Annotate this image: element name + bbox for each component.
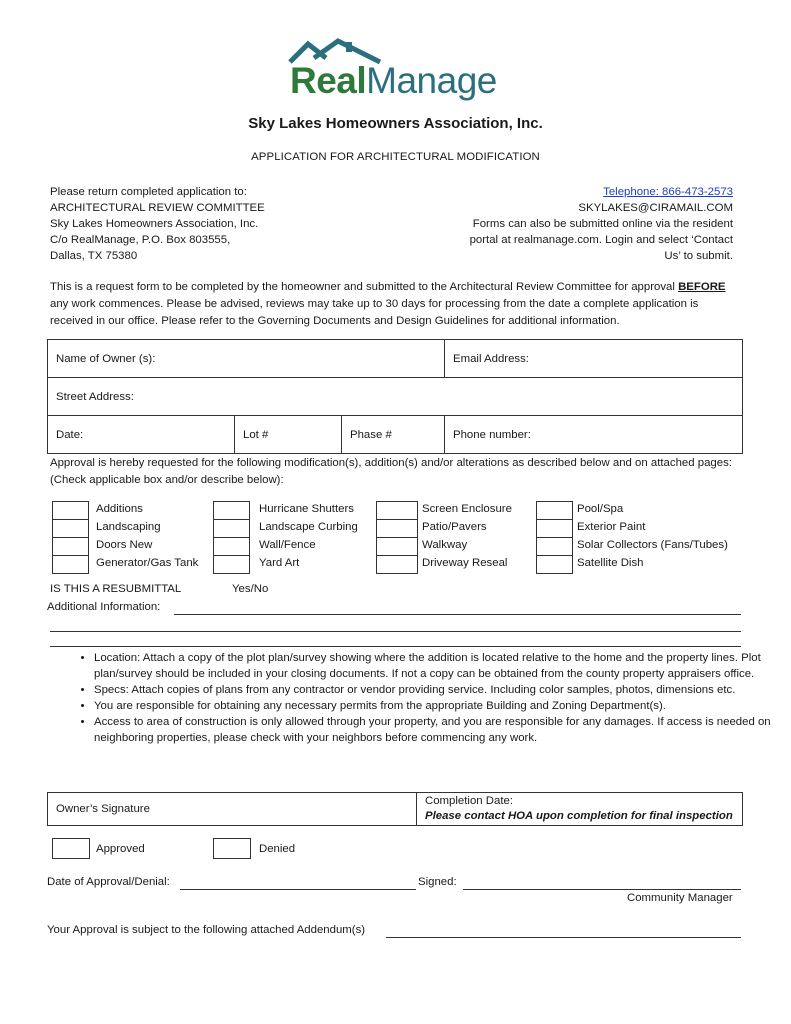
label-yard-art: Yard Art [259, 557, 300, 569]
date-field[interactable]: Date: [48, 416, 235, 454]
label-patio-pavers: Patio/Pavers [422, 521, 487, 533]
checkbox-patio-pavers[interactable] [376, 519, 418, 538]
checkbox-walkway[interactable] [376, 537, 418, 556]
community-manager-label: Community Manager [627, 892, 733, 904]
checkbox-screen-enclosure[interactable] [376, 501, 418, 520]
additional-info-line-1[interactable] [174, 614, 741, 615]
label-driveway-reseal: Driveway Reseal [422, 557, 508, 569]
checkbox-driveway-reseal[interactable] [376, 555, 418, 574]
lot-field[interactable]: Lot # [235, 416, 342, 454]
contact-email: SKYLAKES@CIRAMAIL.COM [578, 202, 733, 214]
label-landscape-curbing: Landscape Curbing [259, 521, 358, 533]
signature-table [47, 792, 743, 826]
label-exterior-paint: Exterior Paint [577, 521, 646, 533]
checkbox-generator[interactable] [52, 555, 89, 574]
street-address-field[interactable]: Street Address: [48, 378, 743, 416]
completion-note: Please contact HOA upon completion for final inspection [425, 810, 733, 822]
signed-line[interactable] [463, 889, 741, 890]
completion-date-field[interactable]: Completion Date: Please contact HOA upon completion for final inspection [417, 793, 743, 826]
list-item: • You are responsible for obtaining any necessary permits from the appropriate Building and Zoning Department(s). [94, 698, 784, 714]
label-denied: Denied [259, 843, 296, 855]
list-item: • Location: Attach a copy of the plot plan/survey showing where the addition is located relative to the home and the property lines. Plot plan/survey should be included in your closing documents. If not a copy can be obtained from the county property appraisers office. [94, 650, 784, 682]
intro-paragraph: This is a request form to be completed by the homeowner and submitted to the Architectural Review Committee for approval BEFORE any work commences. Please be advised, reviews may take up to 30 days for processing from the date a complete application is received in our office. Please refer to the Governing Documents and Design Guidelines for additional information. [50, 281, 726, 327]
contact-info: Telephone: 866-473-2573 SKYLAKES@CIRAMAIL.COM Forms can also be submitted online via the resident portal at realmanage.com. Login and select ‘Contact Us’ to submit. [469, 186, 733, 262]
logo-wordmark: RealManage [290, 60, 497, 101]
checkbox-hurricane-shutters[interactable] [213, 501, 250, 520]
checkbox-exterior-paint[interactable] [536, 519, 573, 538]
list-item: • Specs: Attach copies of plans from any contractor or vendor providing service. Including color samples, photos, dimensions etc. [94, 682, 784, 698]
resubmittal-label: IS THIS A RESUBMITTAL [50, 583, 182, 595]
owner-info-table [47, 339, 743, 454]
label-solar-collectors: Solar Collectors (Fans/Tubes) [577, 539, 728, 551]
return-address: Please return completed application to: ARCHITECTURAL REVIEW COMMITTEE Sky Lakes Homeowners Association, Inc. C/o RealManage, P.O. Box 803555, Dallas, TX 75380 [50, 186, 265, 262]
label-pool-spa: Pool/Spa [577, 503, 624, 515]
label-screen-enclosure: Screen Enclosure [422, 503, 512, 515]
checkbox-pool-spa[interactable] [536, 501, 573, 520]
owner-name-field[interactable]: Name of Owner (s): [48, 340, 445, 378]
additional-info-label: Additional Information: [47, 601, 161, 613]
checkbox-landscaping[interactable] [52, 519, 89, 538]
instructions-list [56, 650, 784, 746]
request-text: Approval is hereby requested for the following modification(s), addition(s) and/or alterations as described below and on attached pages: (Check applicable box and/or describe below): [50, 457, 732, 486]
label-hurricane-shutters: Hurricane Shutters [259, 503, 354, 515]
telephone-link[interactable]: Telephone: 866-473-2573 [603, 186, 733, 198]
addendum-label: Your Approval is subject to the following attached Addendum(s) [47, 924, 366, 936]
label-approved: Approved [96, 843, 145, 855]
approval-date-line[interactable] [180, 889, 416, 890]
phone-field[interactable]: Phone number: [445, 416, 743, 454]
checkbox-wall-fence[interactable] [213, 537, 250, 556]
label-doors-new: Doors New [96, 539, 153, 551]
additional-info-line-3[interactable] [50, 646, 741, 647]
owner-signature-field[interactable]: Owner’s Signature [48, 793, 417, 826]
label-additions: Additions [96, 503, 143, 515]
label-wall-fence: Wall/Fence [259, 539, 316, 551]
checkbox-doors-new[interactable] [52, 537, 89, 556]
addendum-line[interactable] [386, 937, 741, 938]
additional-info-line-2[interactable] [50, 631, 741, 632]
checkbox-yard-art[interactable] [213, 555, 250, 574]
phase-field[interactable]: Phase # [342, 416, 445, 454]
label-satellite-dish: Satellite Dish [577, 557, 644, 569]
checkbox-solar-collectors[interactable] [536, 537, 573, 556]
resubmittal-value[interactable]: Yes/No [232, 583, 269, 595]
signed-label: Signed: [418, 876, 457, 888]
checkbox-additions[interactable] [52, 501, 89, 520]
realmanage-logo [288, 38, 523, 108]
checkbox-satellite-dish[interactable] [536, 555, 573, 574]
checkbox-approved[interactable] [52, 838, 90, 859]
label-walkway: Walkway [422, 539, 468, 551]
label-generator: Generator/Gas Tank [96, 557, 199, 569]
organization-title: Sky Lakes Homeowners Association, Inc. [248, 115, 543, 132]
checkbox-denied[interactable] [213, 838, 251, 859]
approval-date-label: Date of Approval/Denial: [47, 876, 170, 888]
list-item: • Access to area of construction is only allowed through your property, and you are responsible for any damages. If access is needed on neighboring properties, please check with your neighbors before commencing any work. [94, 714, 784, 746]
form-title: APPLICATION FOR ARCHITECTURAL MODIFICATION [251, 151, 540, 163]
checkbox-landscape-curbing[interactable] [213, 519, 250, 538]
label-landscaping: Landscaping [96, 521, 161, 533]
email-field[interactable]: Email Address: [445, 340, 743, 378]
